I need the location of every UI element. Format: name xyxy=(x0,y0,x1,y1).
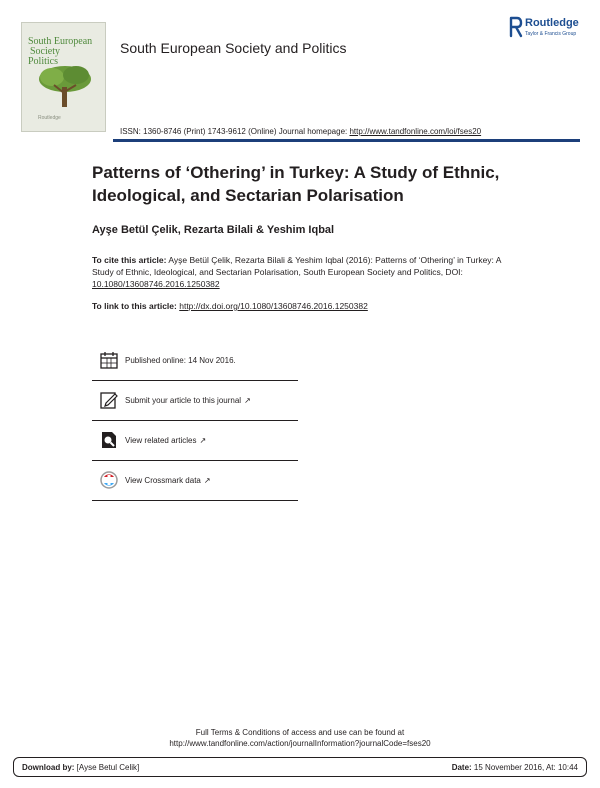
submit-article-label xyxy=(125,396,251,405)
routledge-name: Routledge xyxy=(525,17,579,29)
journal-homepage-link[interactable]: http://www.tandfonline.com/loi/fses20 xyxy=(349,127,482,136)
cover-publisher-mark: Routledge xyxy=(38,115,61,121)
issn-line xyxy=(120,127,481,136)
routledge-tagline: Taylor & Francis Group xyxy=(525,31,577,37)
journal-title: South European Society and Politics xyxy=(120,40,347,56)
downloaded-by xyxy=(22,763,139,772)
article-link-line xyxy=(92,301,368,311)
external-link-icon: ↗ xyxy=(199,436,207,445)
download-date xyxy=(452,763,578,772)
citation-doi-link[interactable]: 10.1080/13608746.2016.1250382 xyxy=(92,279,220,289)
article-doi-link[interactable]: http://dx.doi.org/10.1080/13608746.2016.1250382 xyxy=(179,301,368,311)
submit-article-link[interactable] xyxy=(92,381,298,421)
cover-title-line-3: Politics xyxy=(28,56,59,67)
download-info-box xyxy=(13,757,587,777)
crossmark-icon xyxy=(100,471,118,489)
cover-title-line-1: South European xyxy=(28,36,93,47)
citation-text: Ayşe Betül Çelik, Rezarta Bilali & Yeshim Iqbal (2016): Patterns of ‘Othering’ in Turkey: A Study of Ethnic, Ideological, and Sectarian Polarisation, South European Society and Politics, DOI: xyxy=(92,255,502,277)
downloaded-by-value: [Ayse Betul Celik] xyxy=(74,763,140,772)
citation-block xyxy=(92,254,512,290)
cover-title-line-2: Society xyxy=(30,46,60,57)
article-title: Patterns of ‘Othering’ in Turkey: A Study of Ethnic, Ideological, and Sectarian Polarisation xyxy=(92,163,500,205)
published-online-text: Published online: 14 Nov 2016. xyxy=(125,356,236,365)
external-link-icon: ↗ xyxy=(244,396,251,405)
terms-notice xyxy=(0,727,600,749)
terms-url-link[interactable]: http://www.tandfonline.com/action/journalInformation?journalCode=fses20 xyxy=(169,739,431,748)
citation-label: To cite this article: xyxy=(92,255,167,265)
downloaded-by-label: Download by: xyxy=(22,763,75,772)
download-date-label: Date: xyxy=(451,763,472,772)
calendar-icon xyxy=(100,351,118,369)
cover-tree-illustration xyxy=(30,63,100,113)
header-divider xyxy=(113,139,580,142)
crossmark-label xyxy=(125,476,211,485)
routledge-r-icon xyxy=(509,16,523,38)
terms-line-1: Full Terms & Conditions of access and use can be found at xyxy=(195,728,405,737)
issn-text: ISSN: 1360-8746 (Print) 1743-9612 (Online) Journal homepage: xyxy=(120,127,350,136)
edit-icon xyxy=(100,391,118,409)
article-authors: Ayşe Betül Çelik, Rezarta Bilali & Yeshim Iqbal xyxy=(92,224,335,236)
crossmark-text: View Crossmark data xyxy=(125,476,201,485)
crossmark-link[interactable] xyxy=(92,461,298,501)
routledge-logo[interactable] xyxy=(509,16,589,42)
external-link-icon: ↗ xyxy=(203,476,211,485)
journal-cover-image xyxy=(21,22,106,132)
related-articles-text: View related articles xyxy=(125,436,197,445)
related-articles-link[interactable] xyxy=(92,421,298,461)
published-online-item xyxy=(92,341,298,381)
search-document-icon xyxy=(100,431,118,449)
article-links-list xyxy=(92,341,298,501)
download-date-value: 15 November 2016, At: 10:44 xyxy=(471,763,578,772)
submit-article-text: Submit your article to this journal xyxy=(125,396,242,405)
article-link-label: To link to this article: xyxy=(92,301,177,311)
related-articles-label xyxy=(125,436,206,445)
